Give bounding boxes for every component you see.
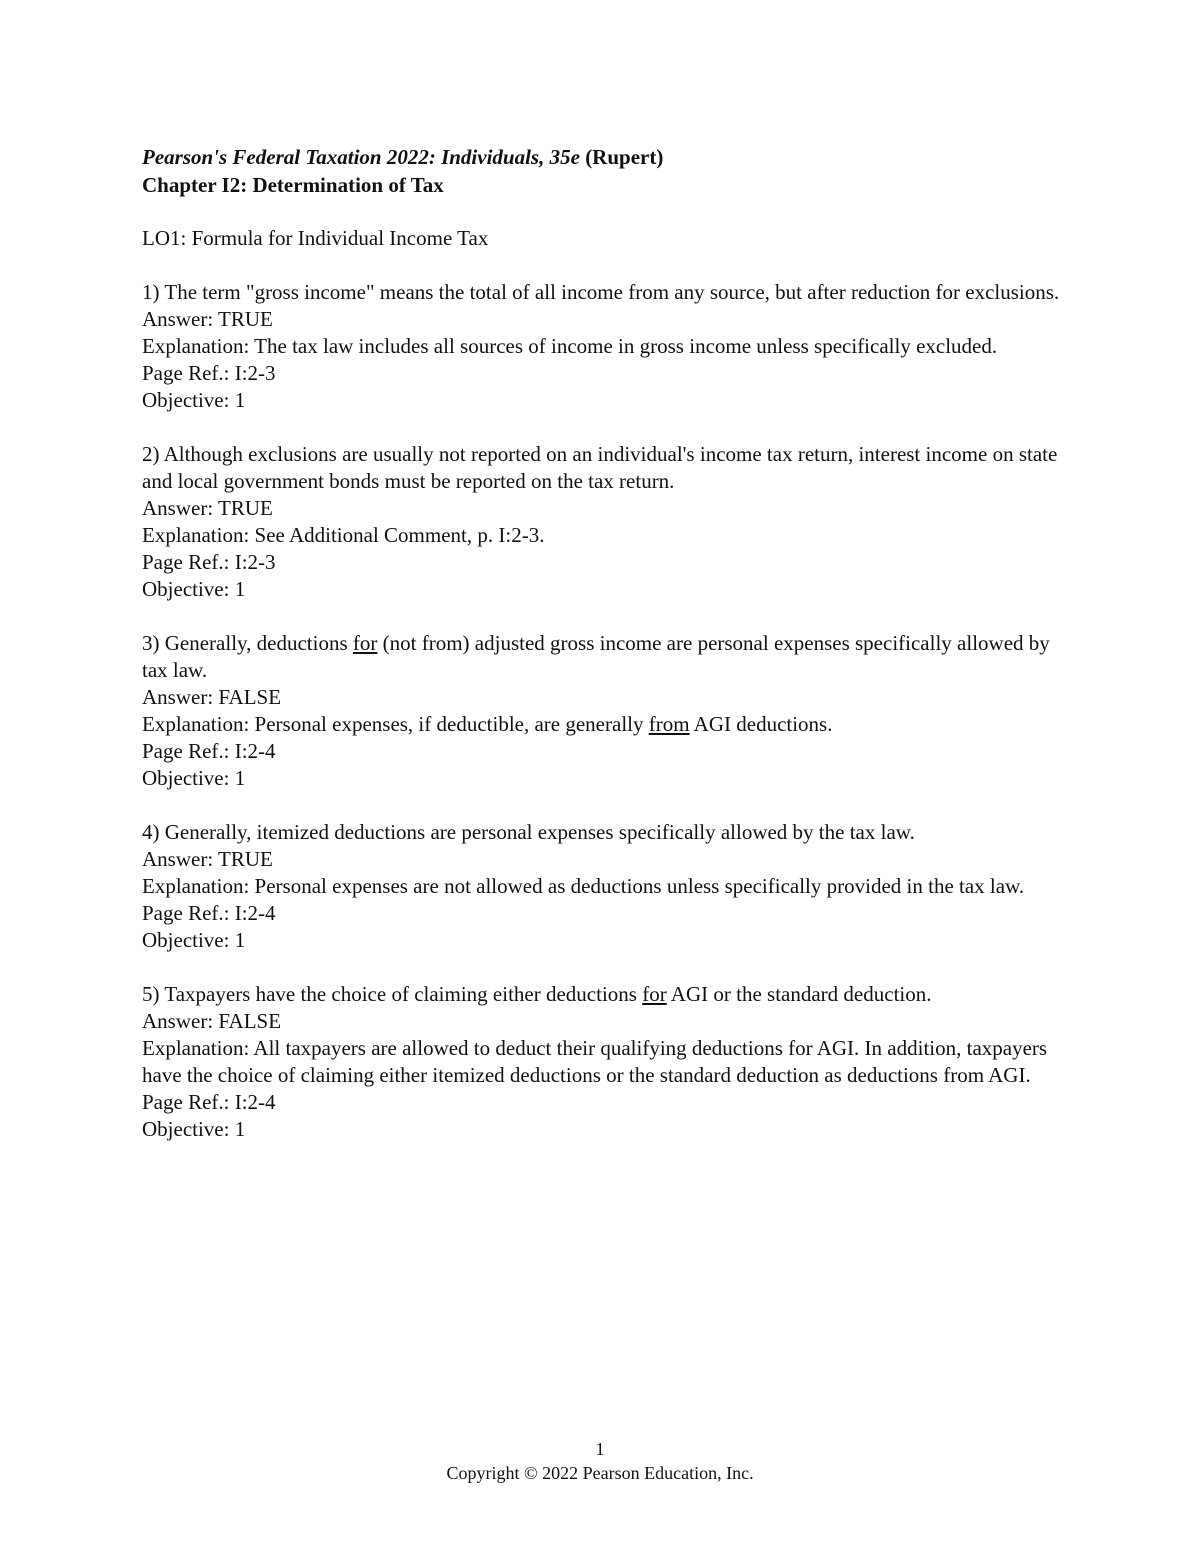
author-name: (Rupert) — [579, 145, 664, 169]
question-3 — [142, 630, 1072, 792]
objective: Objective: 1 — [142, 928, 246, 952]
answer: Answer: TRUE — [142, 307, 273, 331]
underlined-term: for — [352, 631, 378, 655]
explanation — [142, 711, 1072, 738]
explanation: Explanation: The tax law includes all sources of income in gross income unless specifically excluded. — [142, 334, 998, 358]
question-5 — [142, 981, 1072, 1143]
explanation: Explanation: See Additional Comment, p. I:2-3. — [142, 523, 545, 547]
answer: Answer: FALSE — [142, 1009, 282, 1033]
page-ref: Page Ref.: I:2-4 — [142, 901, 276, 925]
answer: Answer: TRUE — [142, 496, 273, 520]
underlined-term: for — [642, 982, 667, 1006]
page-ref: Page Ref.: I:2-3 — [142, 550, 276, 574]
answer: Answer: FALSE — [142, 685, 282, 709]
question-1 — [142, 279, 1072, 414]
underlined-term: from — [648, 712, 690, 736]
question-2 — [142, 441, 1072, 603]
copyright-notice: Copyright © 2022 Pearson Education, Inc. — [446, 1463, 754, 1483]
question-text-part: 3) Generally, deductions — [142, 631, 353, 655]
explanation: Explanation: All taxpayers are allowed to deduct their qualifying deductions for AGI. In addition, taxpayers have the choice of claiming either itemized deductions or the standard deduction as deductions from AGI. — [142, 1036, 1048, 1087]
page-ref: Page Ref.: I:2-3 — [142, 361, 276, 385]
question-text-part: 5) Taxpayers have the choice of claiming either deductions — [142, 982, 643, 1006]
objective: Objective: 1 — [142, 577, 246, 601]
learning-objective-heading: LO1: Formula for Individual Income Tax — [142, 226, 489, 250]
answer: Answer: TRUE — [142, 847, 273, 871]
question-text: 4) Generally, itemized deductions are personal expenses specifically allowed by the tax law. — [142, 820, 915, 844]
explanation-part: AGI deductions. — [689, 712, 833, 736]
page-ref: Page Ref.: I:2-4 — [142, 739, 276, 763]
objective: Objective: 1 — [142, 766, 246, 790]
chapter-heading: Chapter I2: Determination of Tax — [142, 173, 444, 197]
document-page — [142, 143, 1072, 1143]
document-title — [142, 143, 1072, 171]
question-text-part: (not from) adjusted gross income are personal expenses specifically allowed by tax law. — [142, 631, 1050, 682]
book-title: Pearson's Federal Taxation 2022: Individuals, 35e — [142, 145, 580, 169]
question-text-part: AGI or the standard deduction. — [666, 982, 932, 1006]
objective: Objective: 1 — [142, 1117, 246, 1141]
question-text: 1) The term "gross income" means the total of all income from any source, but after reduction for exclusions. — [142, 280, 1060, 304]
page-number: 1 — [595, 1439, 605, 1459]
question-text — [142, 630, 1072, 684]
page-footer — [0, 1437, 1200, 1485]
explanation-part: Explanation: Personal expenses, if deductible, are generally — [142, 712, 649, 736]
explanation: Explanation: Personal expenses are not allowed as deductions unless specifically provided in the tax law. — [142, 874, 1025, 898]
question-4 — [142, 819, 1072, 954]
question-text — [142, 981, 1072, 1008]
objective: Objective: 1 — [142, 388, 246, 412]
question-text: 2) Although exclusions are usually not reported on an individual's income tax return, interest income on state and local government bonds must be reported on the tax return. — [142, 442, 1058, 493]
page-ref: Page Ref.: I:2-4 — [142, 1090, 276, 1114]
